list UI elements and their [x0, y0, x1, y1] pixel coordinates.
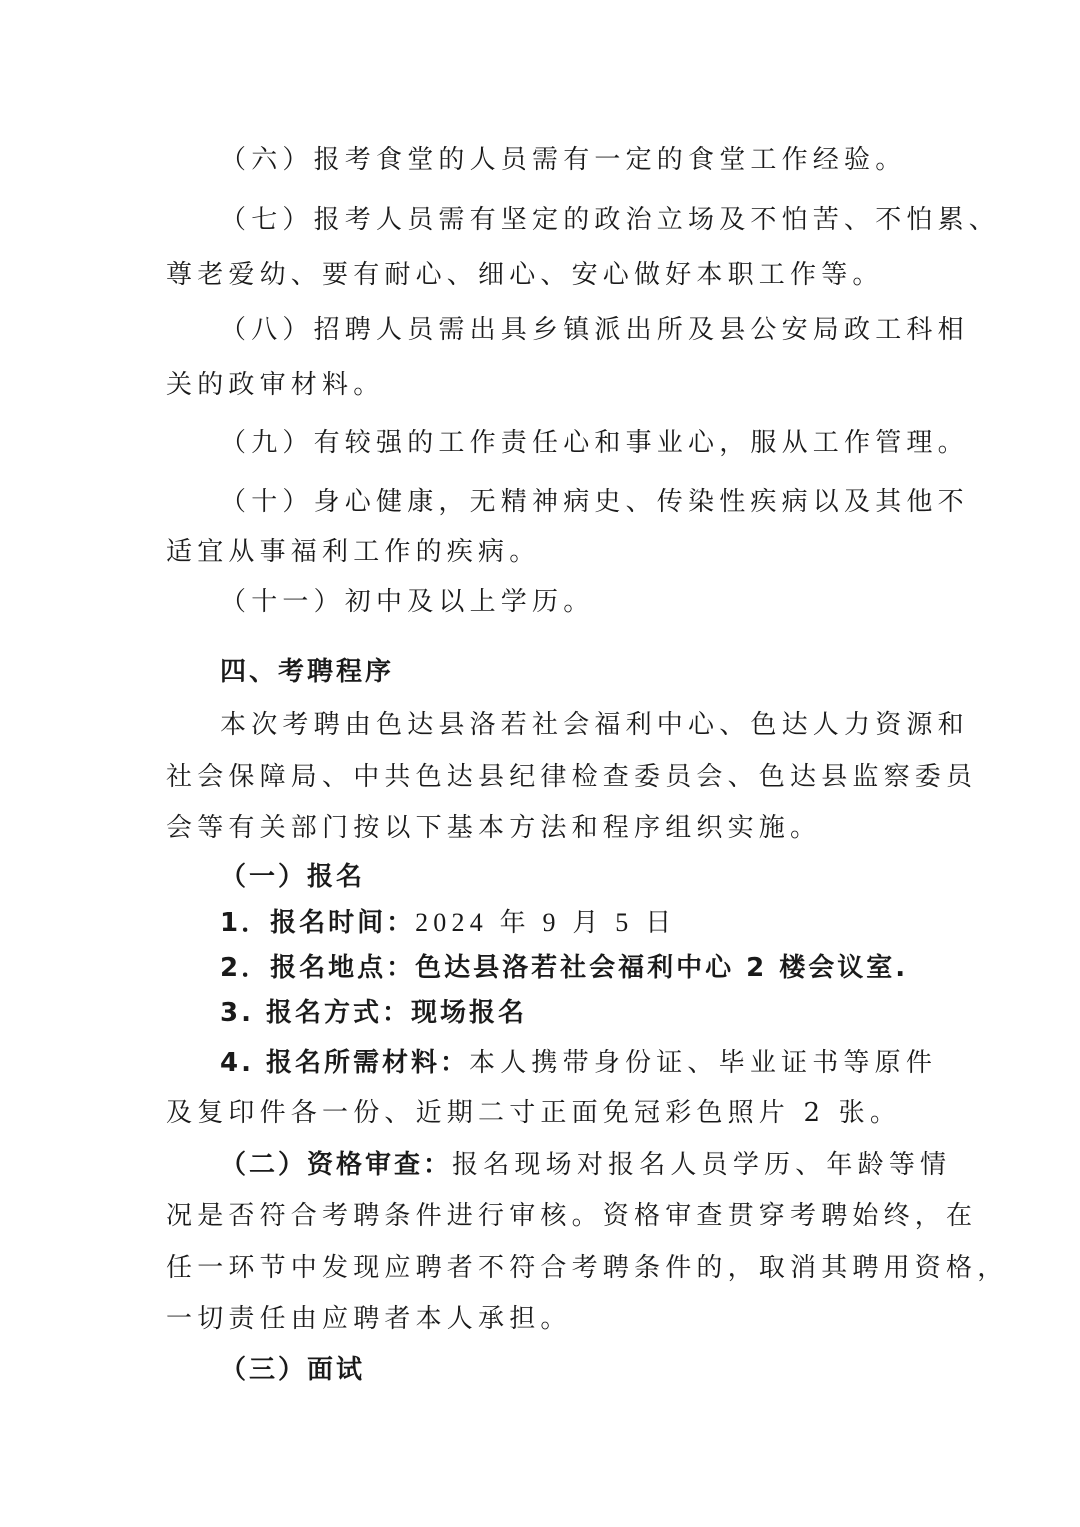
- registration-time-value: 2024 年 9 月 5 日: [415, 908, 677, 937]
- registration-place-value: 色达县洛若社会福利中心 2 楼会议室.: [415, 953, 909, 983]
- registration-method: [220, 993, 920, 1033]
- interview-heading: （三）面试: [220, 1355, 366, 1385]
- requirement-11: （十一）初中及以上学历。: [220, 587, 595, 617]
- requirement-7-line2: 尊老爱幼、要有耐心、细心、安心做好本职工作等。: [166, 260, 884, 290]
- section-4-heading: 四、考聘程序: [220, 657, 395, 687]
- qualification-review-line2: 况是否符合考聘条件进行审核。资格审查贯穿考聘始终，在: [166, 1201, 978, 1231]
- requirement-6: （六）报考食堂的人员需有一定的食堂工作经验。: [220, 145, 907, 175]
- registration-materials-cont: 及复印件各一份、近期二寸正面免冠彩色照片 2 张。: [166, 1098, 902, 1128]
- registration-time-label: 1．报名时间：: [220, 908, 416, 938]
- requirement-10-line2: 适宜从事福利工作的疾病。: [166, 537, 541, 567]
- qualification-review-text: 报名现场对报名人员学历、年龄等情: [452, 1150, 952, 1180]
- registration-materials: [220, 1043, 938, 1083]
- section-4-intro-line3: 会等有关部门按以下基本方法和程序组织实施。: [166, 813, 822, 843]
- registration-time: [220, 903, 920, 943]
- registration-place: [220, 948, 920, 988]
- registration-heading: （一）报名: [220, 862, 366, 892]
- requirement-7-line1: （七）报考人员需有坚定的政治立场及不怕苦、不怕累、: [220, 205, 1001, 235]
- requirement-8-line1: （八）招聘人员需出具乡镇派出所及县公安局政工科相: [220, 315, 969, 345]
- requirement-10-line1: （十）身心健康，无精神病史、传染性疾病以及其他不: [220, 487, 969, 517]
- registration-place-label: 2．报名地点：: [220, 953, 416, 983]
- registration-method-value: 现场报名: [411, 998, 528, 1028]
- requirement-9: （九）有较强的工作责任心和事业心，服从工作管理。: [220, 428, 969, 458]
- qualification-review-line3: 任一环节中发现应聘者不符合考聘条件的，取消其聘用资格，: [166, 1253, 1009, 1283]
- requirement-8-line2: 关的政审材料。: [166, 370, 385, 400]
- qualification-review: [220, 1145, 952, 1185]
- registration-materials-value: 本人携带身份证、毕业证书等原件: [469, 1048, 938, 1078]
- qualification-review-line4: 一切责任由应聘者本人承担。: [166, 1304, 572, 1334]
- qualification-review-label: （二）资格审查：: [220, 1150, 453, 1180]
- registration-method-label: 3. 报名方式：: [220, 998, 412, 1028]
- section-4-intro-line2: 社会保障局、中共色达县纪律检查委员会、色达县监察委员: [166, 762, 978, 792]
- section-4-intro-line1: 本次考聘由色达县洛若社会福利中心、色达人力资源和: [220, 710, 969, 740]
- registration-materials-label: 4. 报名所需材料：: [220, 1048, 470, 1078]
